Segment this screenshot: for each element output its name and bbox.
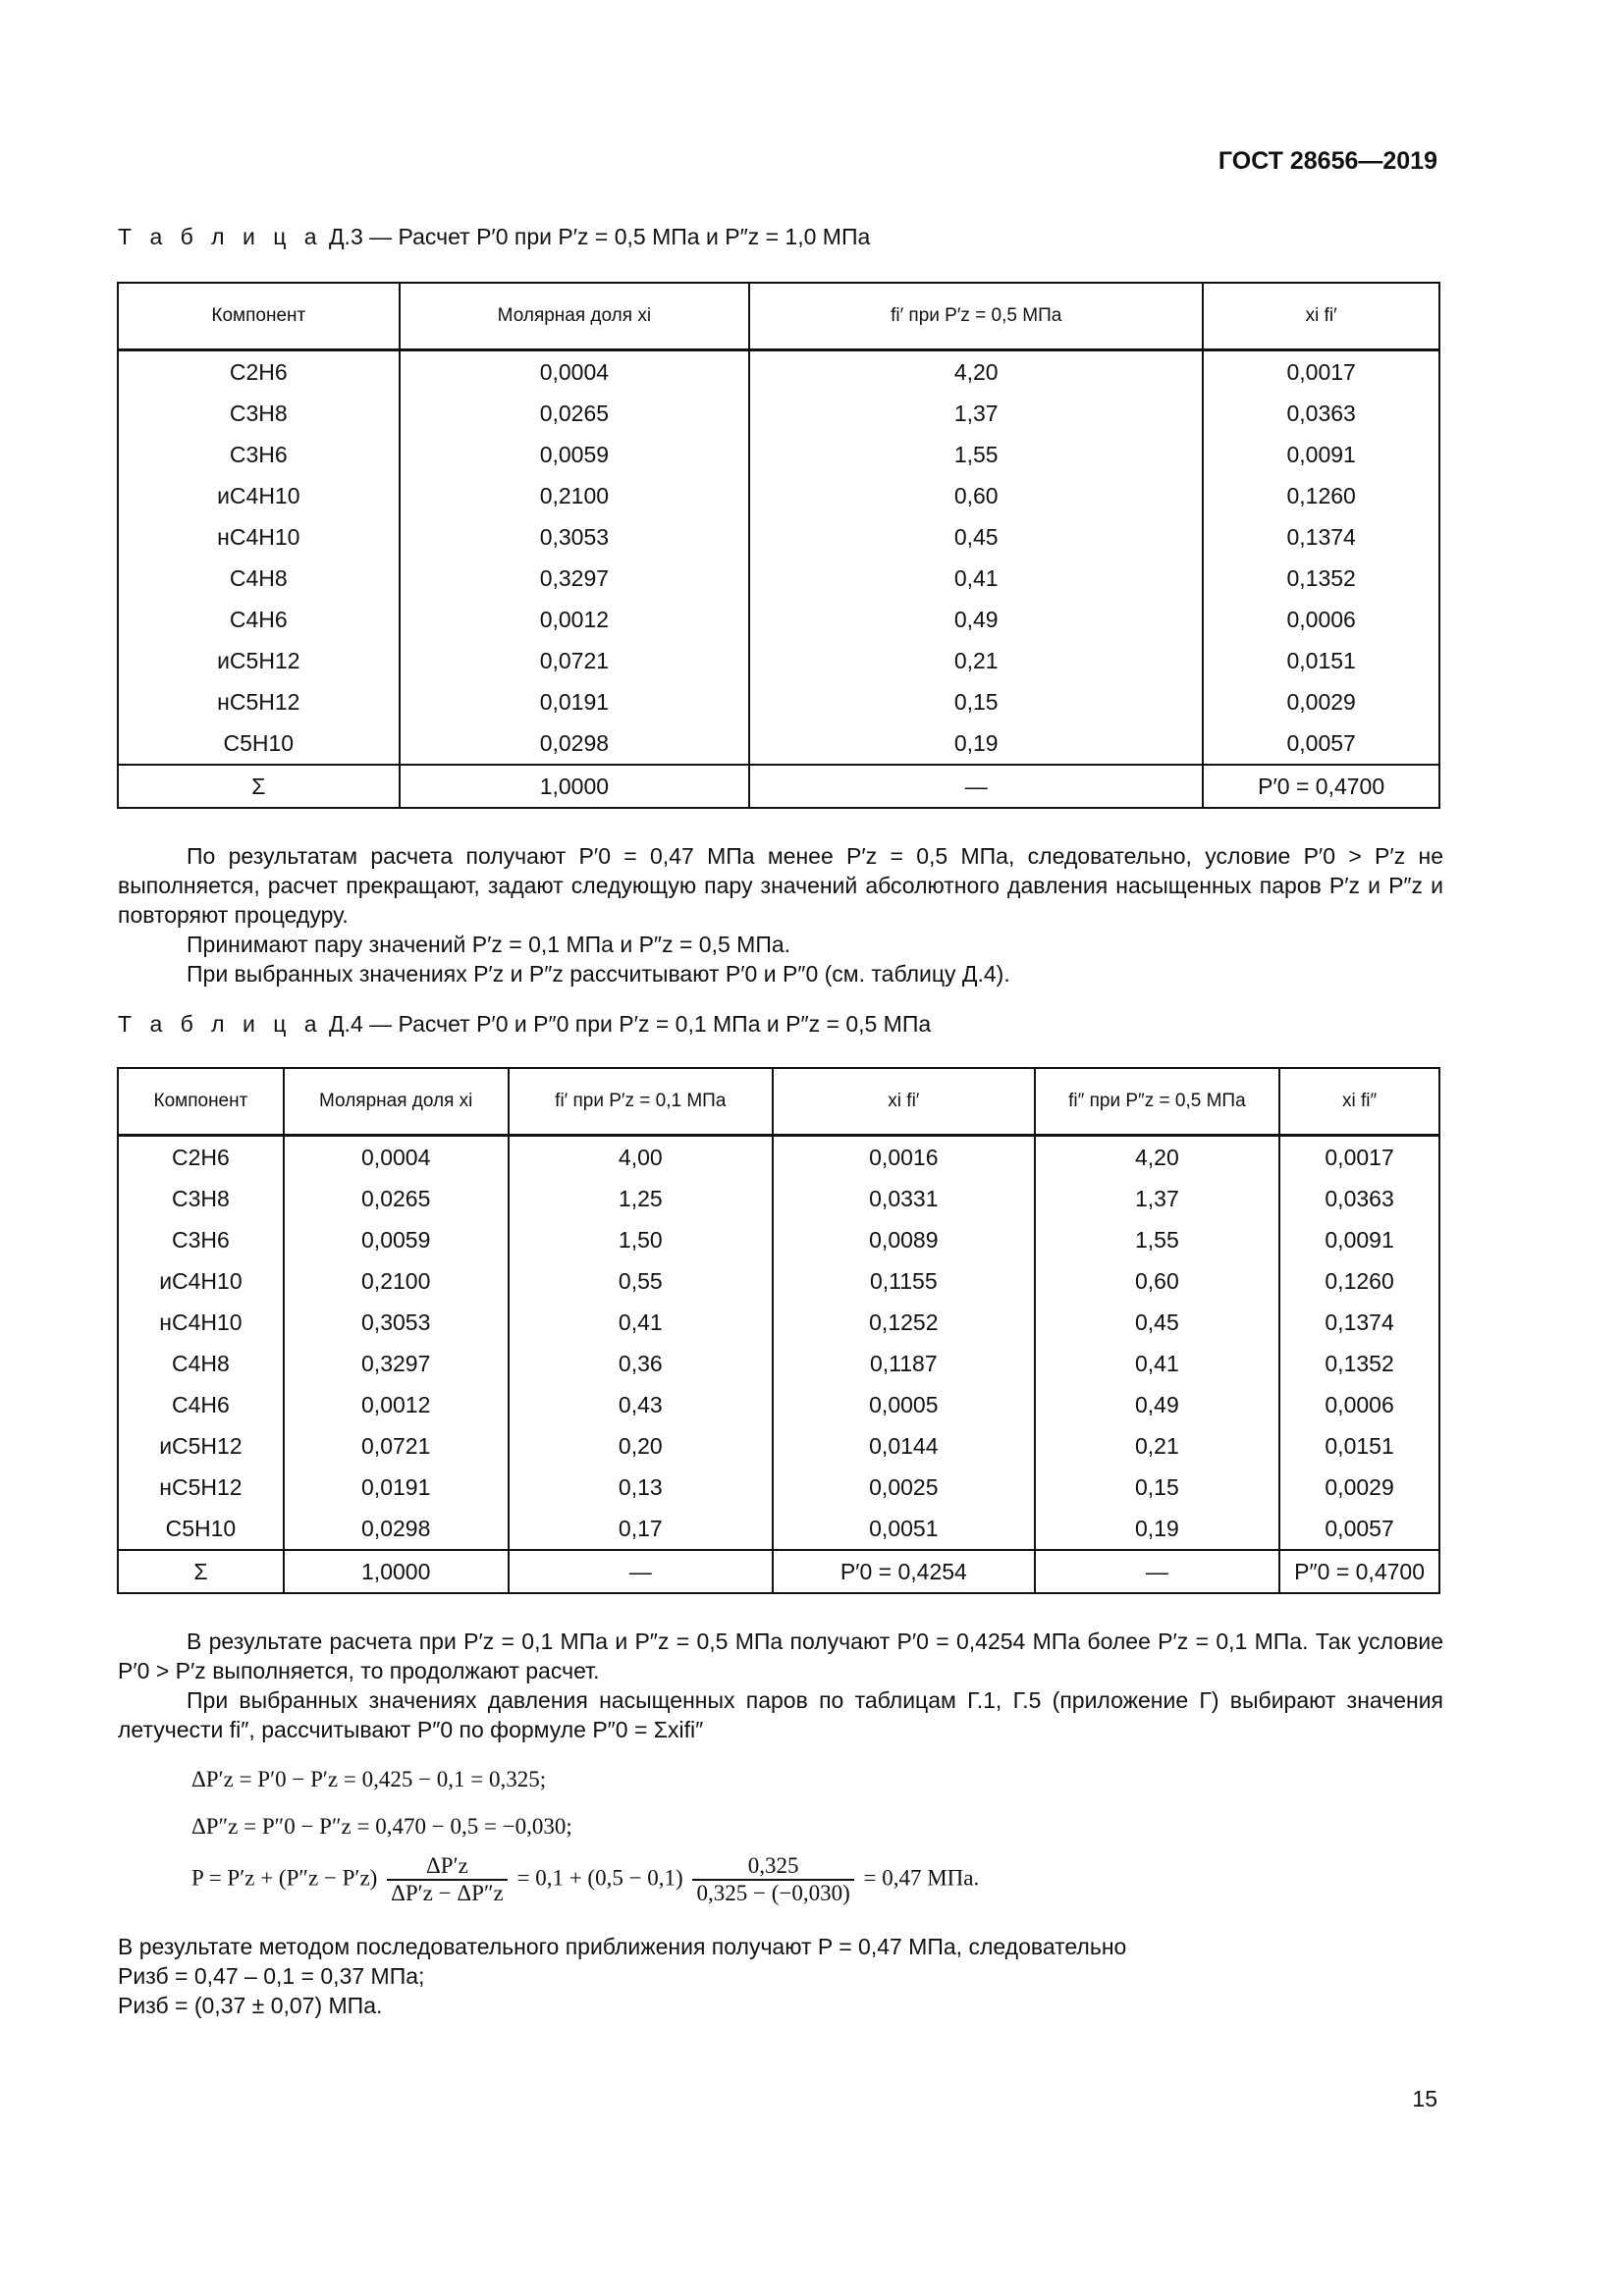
table-cell: 0,0016 [773, 1136, 1035, 1179]
sum-cell: P′0 = 0,4700 [1203, 765, 1439, 808]
table-cell: нC5H12 [118, 1467, 284, 1508]
table-cell: 0,0089 [773, 1219, 1035, 1260]
table3-caption-text: Д.3 — Расчет P′0 при P′z = 0,5 МПа и P″z = 1,0 МПа [328, 224, 871, 249]
table-cell: 0,0025 [773, 1467, 1035, 1508]
table-cell: 0,15 [749, 681, 1203, 722]
column-header: Компонент [118, 1068, 284, 1136]
table-row [118, 1136, 1439, 1179]
table-row [118, 558, 1439, 599]
sum-cell: — [749, 765, 1203, 808]
table-cell: 0,0004 [400, 350, 749, 394]
table-row [118, 1343, 1439, 1384]
table-cell: 0,0191 [284, 1467, 509, 1508]
column-header: Молярная доля xi [284, 1068, 509, 1136]
table-cell: 0,1352 [1203, 558, 1439, 599]
table-cell: 0,0363 [1279, 1178, 1439, 1219]
table-cell: иC4H10 [118, 475, 400, 516]
table-cell: 1,37 [1035, 1178, 1280, 1219]
page-number: 15 [1412, 2086, 1437, 2111]
table-cell: 0,21 [1035, 1425, 1280, 1467]
table-cell: 4,00 [509, 1136, 774, 1179]
paragraph: Pизб = 0,47 – 0,1 = 0,37 МПа; [118, 1963, 425, 1989]
table-cell: 0,43 [509, 1384, 774, 1425]
text-block-2 [118, 1627, 1443, 1744]
table-cell: 0,41 [1035, 1343, 1280, 1384]
table-cell: 0,0029 [1279, 1467, 1439, 1508]
table-cell: нC4H10 [118, 1302, 284, 1343]
formula-3-fraction-1 [387, 1853, 508, 1906]
sum-cell: P′0 = 0,4254 [773, 1550, 1035, 1593]
table-cell: 0,3297 [400, 558, 749, 599]
table-cell: иC5H12 [118, 1425, 284, 1467]
table-cell: 4,20 [749, 350, 1203, 394]
table-cell: C3H6 [118, 434, 400, 475]
table-row [118, 350, 1439, 394]
table-row [118, 1219, 1439, 1260]
table-cell: 0,0004 [284, 1136, 509, 1179]
table-cell: C2H6 [118, 1136, 284, 1179]
table-cell: 0,20 [509, 1425, 774, 1467]
table-cell: 0,0017 [1203, 350, 1439, 394]
table-cell: C4H8 [118, 558, 400, 599]
table-cell: 0,2100 [400, 475, 749, 516]
column-header: xi fi″ [1279, 1068, 1439, 1136]
table-cell: 0,41 [509, 1302, 774, 1343]
table-cell: C5H10 [118, 1508, 284, 1550]
sum-row [118, 1550, 1439, 1593]
table-cell: 0,49 [749, 599, 1203, 640]
fraction-numerator: ΔP′z [387, 1853, 508, 1881]
paragraph: В результате расчета при P′z = 0,1 МПа и P″z = 0,5 МПа получают P′0 = 0,4254 МПа более P′z = 0,1 МПа. Так условие P′0 > P′z выполняется, то продолжают расчет. [118, 1629, 1443, 1683]
table-cell: 0,60 [749, 475, 1203, 516]
column-header: Компонент [118, 283, 400, 350]
table-row [118, 1508, 1439, 1550]
table-cell: 0,36 [509, 1343, 774, 1384]
table-cell: 0,45 [1035, 1302, 1280, 1343]
sum-cell: — [1035, 1550, 1280, 1593]
table-cell: 0,55 [509, 1260, 774, 1302]
text-block-3 [118, 1932, 1443, 2020]
table-row [118, 640, 1439, 681]
column-header: xi fi′ [773, 1068, 1035, 1136]
text-block-1 [118, 841, 1443, 988]
table-cell: 0,21 [749, 640, 1203, 681]
table-row [118, 393, 1439, 434]
table-cell: 1,37 [749, 393, 1203, 434]
table-cell: нC4H10 [118, 516, 400, 558]
sum-cell: P″0 = 0,4700 [1279, 1550, 1439, 1593]
table3-caption-label: Т а б л и ц а [118, 224, 323, 249]
table-cell: C5H10 [118, 722, 400, 765]
table-cell: 0,15 [1035, 1467, 1280, 1508]
table-cell: 0,0059 [400, 434, 749, 475]
table-cell: 0,3053 [400, 516, 749, 558]
formula-3-mid: = 0,1 + (0,5 − 0,1) [516, 1865, 683, 1891]
table4-caption-text: Д.4 — Расчет P′0 и P″0 при P′z = 0,1 МПа и P″z = 0,5 МПа [328, 1011, 932, 1037]
table-cell: 0,0331 [773, 1178, 1035, 1219]
table-cell: C4H6 [118, 599, 400, 640]
table-cell: 0,0721 [400, 640, 749, 681]
table-cell: 0,3053 [284, 1302, 509, 1343]
table-cell: 0,0298 [400, 722, 749, 765]
table4-caption [118, 1011, 931, 1038]
table-cell: 0,0363 [1203, 393, 1439, 434]
table-cell: 0,0051 [773, 1508, 1035, 1550]
table-cell: 0,0012 [400, 599, 749, 640]
table-cell: 0,0029 [1203, 681, 1439, 722]
table-row [118, 1178, 1439, 1219]
table-cell: 0,0012 [284, 1384, 509, 1425]
table-cell: 0,60 [1035, 1260, 1280, 1302]
table-row [118, 475, 1439, 516]
table-cell: 0,13 [509, 1467, 774, 1508]
table-row [118, 722, 1439, 765]
table-row [118, 1260, 1439, 1302]
sum-row [118, 765, 1439, 808]
table-cell: 0,49 [1035, 1384, 1280, 1425]
formula-3 [191, 1853, 979, 1906]
paragraph: По результатам расчета получают P′0 = 0,47 МПа менее P′z = 0,5 МПа, следовательно, условие P′0 > P′z не выполняется, расчет прекращают, задают следующую пару значений абсолютного давления насыщенных паров P′z и P″z и повторяют процедуру. [118, 843, 1443, 928]
column-header: Молярная доля xi [400, 283, 749, 350]
sum-cell: — [509, 1550, 774, 1593]
table-cell: C2H6 [118, 350, 400, 394]
standard-number: ГОСТ 28656—2019 [1218, 147, 1437, 175]
table-cell: 0,17 [509, 1508, 774, 1550]
table-cell: C3H8 [118, 1178, 284, 1219]
table-cell: 0,0005 [773, 1384, 1035, 1425]
table-cell: нC5H12 [118, 681, 400, 722]
table-cell: 0,0265 [284, 1178, 509, 1219]
table-cell: 0,1352 [1279, 1343, 1439, 1384]
table4-caption-label: Т а б л и ц а [118, 1011, 323, 1037]
sum-cell: 1,0000 [400, 765, 749, 808]
column-header: fi′ при P′z = 0,5 МПа [749, 283, 1203, 350]
table-cell: 0,0091 [1279, 1219, 1439, 1260]
table-cell: C4H8 [118, 1343, 284, 1384]
table-cell: 0,19 [1035, 1508, 1280, 1550]
column-header: xi fi′ [1203, 283, 1439, 350]
table-cell: 0,1374 [1279, 1302, 1439, 1343]
table-cell: 1,25 [509, 1178, 774, 1219]
table-cell: 0,19 [749, 722, 1203, 765]
table-cell: 0,1374 [1203, 516, 1439, 558]
table-cell: 0,0144 [773, 1425, 1035, 1467]
table-row [118, 516, 1439, 558]
table-cell: 0,0091 [1203, 434, 1439, 475]
table-cell: иC5H12 [118, 640, 400, 681]
table-cell: 0,1155 [773, 1260, 1035, 1302]
table4 [117, 1067, 1440, 1594]
column-header: fi″ при P″z = 0,5 МПа [1035, 1068, 1280, 1136]
paragraph: Pизб = (0,37 ± 0,07) МПа. [118, 1993, 383, 2018]
table-cell: 0,0057 [1279, 1508, 1439, 1550]
table-row [118, 1467, 1439, 1508]
table-cell: 0,3297 [284, 1343, 509, 1384]
table-row [118, 599, 1439, 640]
table-cell: 1,50 [509, 1219, 774, 1260]
sum-cell: Σ [118, 765, 400, 808]
table-cell: 0,41 [749, 558, 1203, 599]
table-cell: 0,0151 [1279, 1425, 1439, 1467]
table-cell: 0,0265 [400, 393, 749, 434]
table-cell: 1,55 [1035, 1219, 1280, 1260]
table-cell: 0,0191 [400, 681, 749, 722]
table-cell: 0,1260 [1279, 1260, 1439, 1302]
table-row [118, 1425, 1439, 1467]
table-cell: 0,1252 [773, 1302, 1035, 1343]
table-cell: 0,0059 [284, 1219, 509, 1260]
table-cell: 0,2100 [284, 1260, 509, 1302]
formula-2: ΔP″z = P″0 − P″z = 0,470 − 0,5 = −0,030; [191, 1814, 572, 1839]
table-cell: 0,0298 [284, 1508, 509, 1550]
sum-cell: Σ [118, 1550, 284, 1593]
table-cell: 0,1260 [1203, 475, 1439, 516]
table-cell: 0,0721 [284, 1425, 509, 1467]
table-cell: 0,0006 [1279, 1384, 1439, 1425]
paragraph: Принимают пару значений P′z = 0,1 МПа и P″z = 0,5 МПа. [187, 932, 791, 957]
table3 [117, 282, 1440, 809]
table-row [118, 1302, 1439, 1343]
table-row [118, 1384, 1439, 1425]
table-cell: 1,55 [749, 434, 1203, 475]
formula-3-fraction-2 [692, 1853, 853, 1906]
paragraph: При выбранных значениях давления насыщенных паров по таблицам Г.1, Г.5 (приложение Г) выбирают значения летучести fi″, рассчитывают P″0 по формуле P″0 = Σxifi″ [118, 1687, 1443, 1742]
formula-3-right: = 0,47 МПа. [863, 1865, 980, 1891]
column-header: fi′ при P′z = 0,1 МПа [509, 1068, 774, 1136]
fraction-denominator: 0,325 − (−0,030) [696, 1881, 850, 1905]
paragraph: При выбранных значениях P′z и P″z рассчитывают P′0 и P″0 (см. таблицу Д.4). [187, 961, 1010, 987]
table-cell: C3H6 [118, 1219, 284, 1260]
table-cell: C4H6 [118, 1384, 284, 1425]
table-cell: 0,1187 [773, 1343, 1035, 1384]
table-cell: 0,0017 [1279, 1136, 1439, 1179]
table-cell: 0,45 [749, 516, 1203, 558]
fraction-denominator: ΔP′z − ΔP″z [391, 1881, 504, 1905]
table-cell: 0,0057 [1203, 722, 1439, 765]
table-cell: 0,0006 [1203, 599, 1439, 640]
table-cell: 0,0151 [1203, 640, 1439, 681]
paragraph: В результате методом последовательного приближения получают P = 0,47 МПа, следовательно [118, 1934, 1127, 1959]
table3-caption [118, 224, 870, 250]
table-row [118, 681, 1439, 722]
table-row [118, 434, 1439, 475]
fraction-numerator: 0,325 [692, 1853, 853, 1881]
table-cell: 4,20 [1035, 1136, 1280, 1179]
sum-cell: 1,0000 [284, 1550, 509, 1593]
formula-1: ΔP′z = P′0 − P′z = 0,425 − 0,1 = 0,325; [191, 1767, 547, 1791]
table-cell: C3H8 [118, 393, 400, 434]
formula-3-left: P = P′z + (P″z − P′z) [191, 1865, 378, 1891]
table-cell: иC4H10 [118, 1260, 284, 1302]
